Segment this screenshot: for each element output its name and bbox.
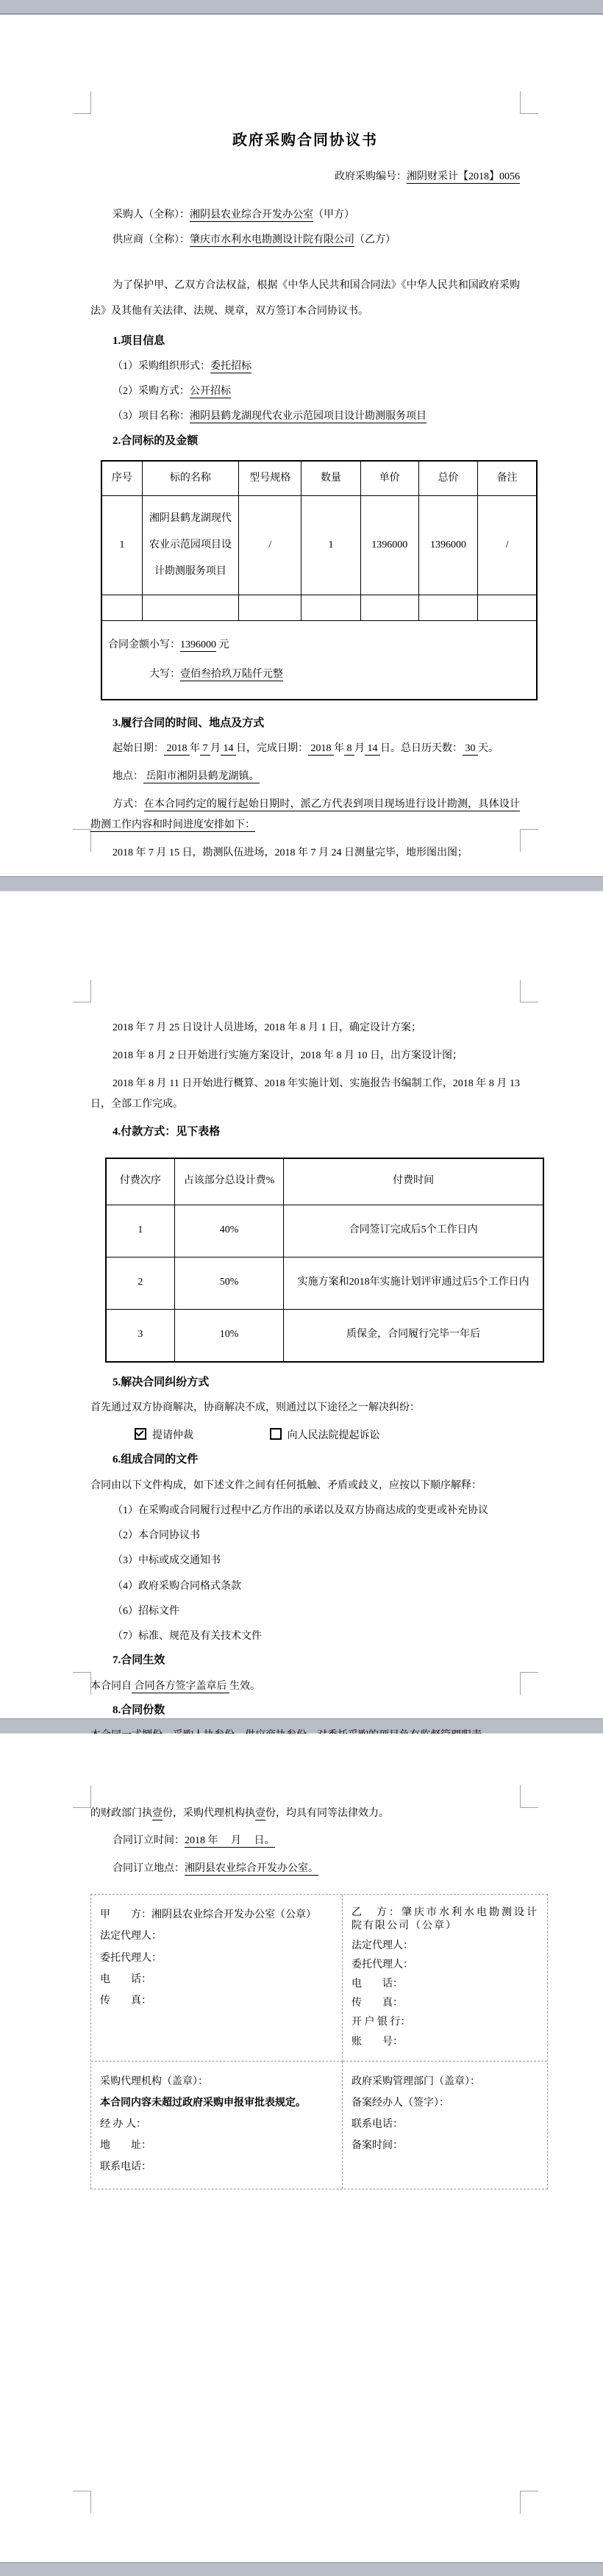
goods-table xyxy=(101,460,538,700)
item-label: （2）采购方式： xyxy=(113,386,190,398)
col-型号规格: 型号规格 xyxy=(239,461,302,496)
purchaser-suffix: （甲方） xyxy=(313,209,354,221)
section1-item-3 xyxy=(113,410,520,423)
option-arbitration xyxy=(135,1430,196,1441)
purchaser-label: 采购人（全称）： xyxy=(113,209,190,221)
cell-name: 湘阴县鹤龙湖现代农业示范园项目设计勘测服务项目 xyxy=(142,496,238,595)
cell-qty: 1 xyxy=(302,496,360,595)
cell-unit-price: 1396000 xyxy=(360,496,418,595)
margin-mark-bottom-left xyxy=(73,829,91,852)
col-标的名称: 标的名称 xyxy=(142,461,238,496)
agency-note: 本合同内容未超过政府采购申报审批表规定。 xyxy=(100,2097,306,2109)
document-page-2[interactable] xyxy=(0,891,603,1718)
col-备注: 备注 xyxy=(478,461,537,496)
amount-lower-label: 合同金额小写： xyxy=(108,639,180,650)
section1-item-2 xyxy=(113,385,520,398)
amount-upper-line xyxy=(108,668,530,681)
col-数量: 数量 xyxy=(302,461,360,496)
supplier-label: 供应商（全称）： xyxy=(113,234,190,246)
amount-lower-value: 1396000 xyxy=(180,639,216,650)
party-b-bank: 开 户 银 行： xyxy=(352,2017,411,2028)
page-separator-bottom xyxy=(0,2562,603,2576)
section8-heading: 8.合同份数 xyxy=(113,1704,165,1716)
section4-heading: 4.付款方式：见下表格 xyxy=(113,1126,221,1138)
section7-heading: 7.合同生效 xyxy=(113,1654,165,1667)
document-title: 政府采购合同协议书 xyxy=(232,132,378,148)
section6-item-7: （7）标准、规范及有关技术文件 xyxy=(113,1631,262,1642)
purchaser-line xyxy=(90,209,520,222)
col-总价: 总价 xyxy=(418,461,477,496)
section5-heading: 5.解决合同纠纷方式 xyxy=(113,1376,210,1388)
section6-item-3: （3）中标或成交通知书 xyxy=(113,1555,221,1567)
goods-table-data-row xyxy=(101,496,537,595)
agency-phone: 联系电话： xyxy=(100,2161,151,2173)
page-separator-1-2 xyxy=(0,876,603,891)
payment-row-1: 1 40% 合同签订完成后5个工作日内 xyxy=(106,1205,543,1257)
col-付费次序: 付费次序 xyxy=(106,1158,174,1205)
margin-mark-top-left xyxy=(73,980,91,1002)
party-b-account: 账 号： xyxy=(352,2036,403,2048)
supplier-line xyxy=(90,234,520,247)
procurement-number-label: 政府采购编号： xyxy=(335,171,407,182)
agency-address: 地 址： xyxy=(100,2140,151,2152)
gov-title: 政府采购管理部门（盖章）： xyxy=(352,2075,480,2087)
amount-upper-value: 壹佰叁拾玖万陆仟元整 xyxy=(180,669,283,681)
margin-mark-top-right xyxy=(520,1785,538,1808)
document-page-3[interactable] xyxy=(0,1734,603,2562)
procurement-number-value: 湘阴财采计【2018】0056 xyxy=(407,171,520,182)
schedule-line-3: 2018 年 8 月 2 日开始进行实施方案设计，2018 年 8 月 10 日，出方案设计图； xyxy=(113,1050,463,1061)
section1-item-1 xyxy=(113,360,520,373)
margin-mark-top-left xyxy=(73,1785,91,1808)
amount-upper-label: 大写： xyxy=(149,669,180,681)
section8-continuation-line: 的财政部门执壹份，采购代理机构执壹份，均具有同等法律效力。 xyxy=(90,1808,389,1819)
contract-place-line: 地点： 岳阳市湘阴县鹤龙湖镇。 xyxy=(113,770,260,782)
party-a-phone: 电 话： xyxy=(100,1973,151,1985)
gov-filing-time: 备案时间： xyxy=(352,2140,403,2152)
amount-lower-suffix: 元 xyxy=(218,639,229,650)
margin-mark-top-left xyxy=(73,91,91,114)
goods-table-empty-row xyxy=(101,595,537,621)
party-b-fax: 传 真： xyxy=(352,1998,403,2009)
agency-handler: 经 办 人： xyxy=(100,2119,146,2131)
party-a-cell xyxy=(91,1895,343,2062)
cell-remark: / xyxy=(478,496,537,595)
signing-time-line: 合同订立时间：2018 年 月 日。 xyxy=(113,1835,275,1847)
margin-mark-bottom-left xyxy=(73,1672,91,1695)
option-label: 向人民法院提起诉讼 xyxy=(287,1430,380,1442)
party-b-cell xyxy=(343,1895,547,2062)
col-付费时间: 付费时间 xyxy=(284,1158,543,1205)
checkbox-checked-icon xyxy=(135,1428,146,1440)
contract-method-line: 方式：在本合同约定的履行起始日期时，派乙方代表到项目现场进行设计勘测，具体设计勘测工作内容和时间进度安排如下： xyxy=(90,798,521,830)
party-a-title: 甲 方：湘阴县农业综合开发办公室（公章） xyxy=(100,1909,316,1921)
item-label: （1）采购组织形式： xyxy=(113,361,210,373)
option-label: 提请仲裁 xyxy=(152,1430,193,1442)
signature-table xyxy=(90,1894,548,2189)
cell-total-price: 1396000 xyxy=(418,496,477,595)
col-占该部分总设计费: 占该部分总设计费% xyxy=(174,1158,283,1205)
payment-row-3: 3 10% 质保金，合同履行完毕一年后 xyxy=(106,1309,543,1362)
procurement-number-line xyxy=(90,171,520,184)
agency-cell xyxy=(91,2062,343,2189)
party-a-legal-agent: 法定代理人： xyxy=(100,1931,162,1942)
goods-table-amount-row xyxy=(101,621,537,700)
document-page-1[interactable] xyxy=(0,15,603,876)
section6-item-2: （2）本合同协议书 xyxy=(113,1530,200,1542)
page-separator-top xyxy=(0,0,603,15)
item-value: 公开招标 xyxy=(190,386,231,398)
payment-table-header-row xyxy=(106,1158,543,1205)
agency-title: 采购代理机构（盖章）： xyxy=(100,2075,208,2087)
purchaser-value: 湘阴县农业综合开发办公室 xyxy=(190,209,313,221)
margin-mark-bottom-right xyxy=(520,2491,538,2514)
item-value: 委托招标 xyxy=(210,361,251,373)
section6-heading: 6.组成合同的文件 xyxy=(113,1454,199,1466)
goods-table-header-row xyxy=(101,461,537,496)
gov-phone: 联系电话： xyxy=(352,2119,403,2131)
margin-mark-bottom-right xyxy=(520,1672,538,1695)
section6-intro: 合同由以下文件构成，如下述文件之间有任何抵触、矛盾或歧义，应按以下顺序解释： xyxy=(90,1479,482,1491)
schedule-line-1: 2018 年 7 月 15 日，勘测队伍进场，2018 年 7 月 24 日测量完毕，地形图出图； xyxy=(113,847,468,858)
party-b-entrusted-agent: 委托代理人： xyxy=(352,1959,413,1970)
party-b-phone: 电 话： xyxy=(352,1978,403,1990)
party-a-fax: 传 真： xyxy=(100,1995,151,2006)
party-b-legal-agent: 法定代理人： xyxy=(352,1940,413,1951)
option-court xyxy=(270,1430,380,1441)
section3-heading: 3.履行合同的时间、地点及方式 xyxy=(113,717,265,730)
cell-model: / xyxy=(239,496,302,595)
cell-seq: 1 xyxy=(101,496,142,595)
section6-item-1: （1）在采购或合同履行过程中乙方作出的承诺以及双方协商达成的变更或补充协议 xyxy=(113,1505,488,1517)
gov-department-cell xyxy=(343,2062,547,2189)
gov-filing-handler: 备案经办人（签字）： xyxy=(352,2097,449,2109)
dispute-options xyxy=(135,1427,520,1443)
amount-lower-line xyxy=(108,639,530,652)
party-a-entrusted-agent: 委托代理人： xyxy=(100,1952,162,1964)
contract-dates-line: 起始日期： 2018 年 7 月 14 日，完成日期： 2018 年 8 月 14 日。总日历天数： 30 天。 xyxy=(113,742,499,754)
section2-heading: 2.合同标的及金额 xyxy=(113,434,199,447)
col-单价: 单价 xyxy=(360,461,418,496)
checkbox-unchecked-icon xyxy=(270,1428,282,1440)
col-序号: 序号 xyxy=(101,461,142,496)
section5-intro: 首先通过双方协商解决，协商解决不成，则通过以下途径之一解决纠纷： xyxy=(90,1402,420,1413)
preamble-paragraph: 为了保护甲、乙双方合法权益，根据《中华人民共和国合同法》《中华人民共和国政府采购法》及其他有关法律、法规、规章，双方签订本合同协议书。 xyxy=(90,279,520,317)
section1-heading: 1.项目信息 xyxy=(113,334,165,347)
margin-mark-bottom-left xyxy=(73,2491,91,2514)
supplier-value: 肇庆市水利水电勘测设计院有限公司 xyxy=(190,234,354,246)
schedule-line-2: 2018 年 7 月 25 日设计人员进场，2018 年 8 月 1 日，确定设计方案； xyxy=(113,1022,421,1033)
section7-line: 本合同自 合同各方签字盖章后 生效。 xyxy=(90,1680,260,1692)
schedule-line-4: 2018 年 8 月 11 日开始进行概算、2018 年实施计划、实施报告书编制工作，2018 年 8 月 13 日，全部工作完成。 xyxy=(90,1078,520,1110)
section6-item-6: （6）招标文件 xyxy=(113,1605,179,1617)
margin-mark-bottom-right xyxy=(520,829,538,852)
item-value: 湘阴县鹤龙湖现代农业示范园项目设计勘测服务项目 xyxy=(190,411,427,423)
party-b-title: 乙 方：肇庆市水利水电勘测设计院有限公司（公章） xyxy=(352,1907,538,1932)
item-label: （3）项目名称： xyxy=(113,411,190,423)
supplier-suffix: （乙方） xyxy=(354,234,396,246)
payment-table xyxy=(105,1158,544,1363)
section6-item-4: （4）政府采购合同格式条款 xyxy=(113,1580,241,1592)
margin-mark-top-right xyxy=(520,91,538,114)
margin-mark-top-right xyxy=(520,980,538,1002)
payment-row-2: 2 50% 实施方案和2018年实施计划评审通过后5个工作日内 xyxy=(106,1257,543,1309)
signing-place-line: 合同订立地点：湘阴县农业综合开发办公室。 xyxy=(113,1863,318,1875)
